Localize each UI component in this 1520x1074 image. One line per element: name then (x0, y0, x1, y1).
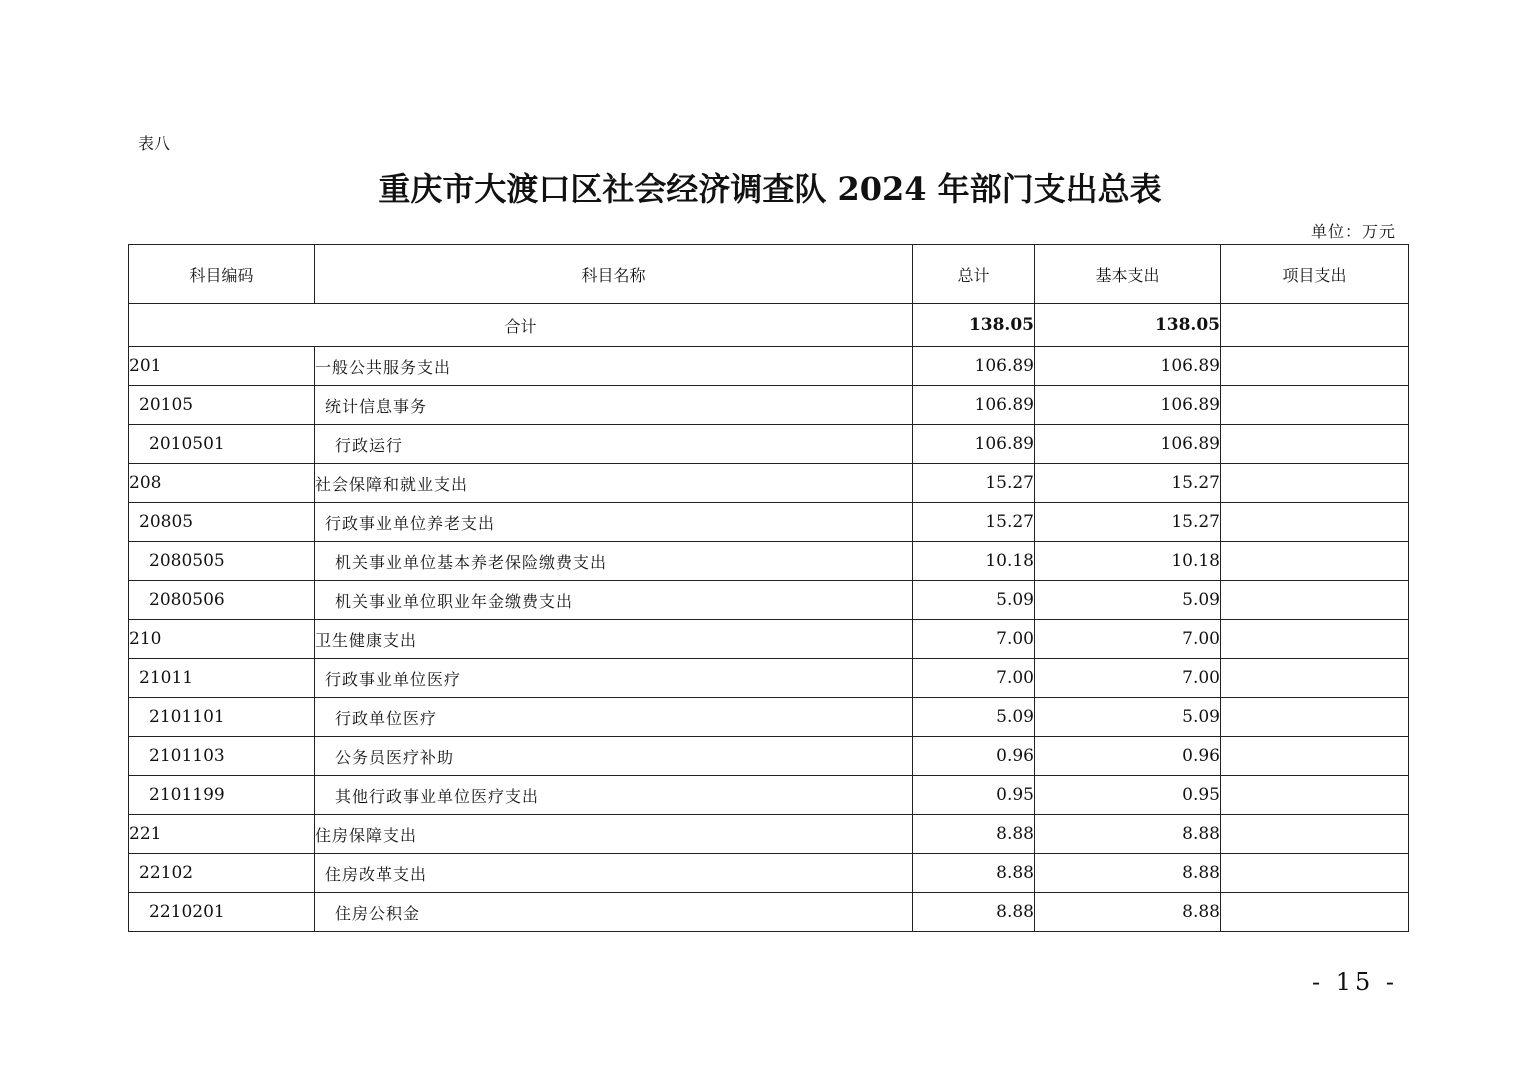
cell-code (129, 815, 315, 854)
cell-basic: 106.89 (1035, 425, 1221, 464)
cell-name (315, 854, 913, 893)
cell-project (1221, 425, 1409, 464)
total-basic: 138.05 (1035, 304, 1221, 347)
cell-code-text: 221 (129, 824, 162, 844)
page-title: 重庆市大渡口区社会经济调查队 2024 年部门支出总表 (378, 170, 1162, 208)
cell-code-text: 210 (129, 629, 162, 649)
cell-name (315, 698, 913, 737)
table-row (129, 659, 1409, 698)
cell-basic: 10.18 (1035, 542, 1221, 581)
cell-name (315, 659, 913, 698)
cell-basic: 106.89 (1035, 347, 1221, 386)
cell-project (1221, 698, 1409, 737)
cell-total: 5.09 (913, 581, 1035, 620)
cell-name (315, 503, 913, 542)
cell-project (1221, 776, 1409, 815)
cell-total: 7.00 (913, 620, 1035, 659)
cell-project (1221, 542, 1409, 581)
cell-code-text: 2210201 (149, 902, 225, 922)
cell-project (1221, 659, 1409, 698)
page-number: - 15 - (1312, 968, 1399, 996)
cell-code (129, 386, 315, 425)
table-label: 表八 (138, 134, 171, 153)
cell-code-text: 2010501 (149, 434, 225, 454)
table-row (129, 737, 1409, 776)
cell-name-text: 行政单位医疗 (335, 708, 438, 728)
table-row (129, 815, 1409, 854)
cell-code-text: 2101101 (149, 707, 225, 727)
column-header-code: 科目编码 (129, 245, 315, 304)
cell-project (1221, 620, 1409, 659)
cell-project (1221, 854, 1409, 893)
cell-name (315, 542, 913, 581)
cell-total: 8.88 (913, 815, 1035, 854)
cell-name (315, 893, 913, 932)
table-row (129, 386, 1409, 425)
cell-name-text: 其他行政事业单位医疗支出 (335, 786, 540, 806)
total-label: 合计 (129, 304, 913, 347)
table-row (129, 893, 1409, 932)
cell-basic: 0.96 (1035, 737, 1221, 776)
cell-code (129, 698, 315, 737)
cell-basic: 15.27 (1035, 503, 1221, 542)
cell-code (129, 425, 315, 464)
cell-code-text: 2101103 (149, 746, 225, 766)
cell-project (1221, 347, 1409, 386)
cell-code-text: 208 (129, 473, 162, 493)
cell-project (1221, 581, 1409, 620)
cell-code (129, 776, 315, 815)
cell-name-text: 机关事业单位基本养老保险缴费支出 (335, 552, 608, 572)
cell-basic: 8.88 (1035, 815, 1221, 854)
cell-name (315, 386, 913, 425)
cell-total: 15.27 (913, 503, 1035, 542)
cell-code (129, 620, 315, 659)
table-row (129, 776, 1409, 815)
cell-total: 106.89 (913, 347, 1035, 386)
cell-total: 10.18 (913, 542, 1035, 581)
cell-name-text: 行政运行 (335, 435, 404, 455)
cell-basic: 7.00 (1035, 620, 1221, 659)
cell-code-text: 2080506 (149, 590, 225, 610)
cell-name-text: 卫生健康支出 (315, 630, 418, 650)
cell-basic: 5.09 (1035, 581, 1221, 620)
cell-name (315, 581, 913, 620)
cell-name-text: 行政事业单位养老支出 (325, 513, 496, 533)
cell-code (129, 503, 315, 542)
table-row (129, 347, 1409, 386)
cell-basic: 8.88 (1035, 893, 1221, 932)
cell-name (315, 815, 913, 854)
cell-total: 0.96 (913, 737, 1035, 776)
cell-code (129, 893, 315, 932)
cell-code (129, 542, 315, 581)
cell-name-text: 行政事业单位医疗 (325, 669, 462, 689)
cell-code (129, 737, 315, 776)
cell-project (1221, 737, 1409, 776)
cell-code (129, 854, 315, 893)
cell-code-text: 2101199 (149, 785, 225, 805)
cell-name-text: 公务员医疗补助 (335, 747, 455, 767)
cell-project (1221, 503, 1409, 542)
cell-basic: 8.88 (1035, 854, 1221, 893)
cell-name-text: 住房保障支出 (315, 825, 418, 845)
cell-name-text: 一般公共服务支出 (315, 357, 452, 377)
table-row (129, 581, 1409, 620)
cell-total: 8.88 (913, 893, 1035, 932)
cell-total: 8.88 (913, 854, 1035, 893)
table-row (129, 542, 1409, 581)
cell-name-text: 统计信息事务 (325, 396, 428, 416)
cell-project (1221, 815, 1409, 854)
column-header-basic: 基本支出 (1035, 245, 1221, 304)
cell-name (315, 347, 913, 386)
cell-code (129, 464, 315, 503)
cell-name (315, 776, 913, 815)
table-row (129, 620, 1409, 659)
cell-basic: 106.89 (1035, 386, 1221, 425)
table-row (129, 503, 1409, 542)
total-sum: 138.05 (913, 304, 1035, 347)
cell-name-text: 住房改革支出 (325, 864, 428, 884)
cell-name-text: 机关事业单位职业年金缴费支出 (335, 591, 574, 611)
cell-name (315, 620, 913, 659)
cell-basic: 0.95 (1035, 776, 1221, 815)
header-row (129, 245, 1409, 304)
unit-label: 单位：万元 (1310, 222, 1396, 241)
table-row (129, 698, 1409, 737)
table-row (129, 464, 1409, 503)
cell-total: 106.89 (913, 386, 1035, 425)
cell-code (129, 347, 315, 386)
cell-basic: 15.27 (1035, 464, 1221, 503)
cell-name-text: 住房公积金 (335, 903, 421, 923)
cell-code-text: 22102 (139, 863, 194, 883)
cell-code (129, 659, 315, 698)
cell-basic: 5.09 (1035, 698, 1221, 737)
cell-code-text: 201 (129, 356, 162, 376)
cell-project (1221, 386, 1409, 425)
cell-name (315, 425, 913, 464)
cell-project (1221, 464, 1409, 503)
cell-total: 7.00 (913, 659, 1035, 698)
column-header-name: 科目名称 (315, 245, 913, 304)
expenditure-table (128, 244, 1409, 932)
cell-total: 5.09 (913, 698, 1035, 737)
cell-code-text: 21011 (139, 668, 194, 688)
cell-code-text: 2080505 (149, 551, 225, 571)
cell-name (315, 464, 913, 503)
total-row (129, 304, 1409, 347)
column-header-total: 总计 (913, 245, 1035, 304)
cell-total: 0.95 (913, 776, 1035, 815)
cell-project (1221, 893, 1409, 932)
table-row (129, 425, 1409, 464)
cell-total: 15.27 (913, 464, 1035, 503)
cell-code-text: 20805 (139, 512, 194, 532)
cell-basic: 7.00 (1035, 659, 1221, 698)
table-row (129, 854, 1409, 893)
column-header-project: 项目支出 (1221, 245, 1409, 304)
cell-name (315, 737, 913, 776)
cell-total: 106.89 (913, 425, 1035, 464)
cell-code-text: 20105 (139, 395, 194, 415)
total-project (1221, 304, 1409, 347)
cell-code (129, 581, 315, 620)
cell-name-text: 社会保障和就业支出 (315, 474, 469, 494)
